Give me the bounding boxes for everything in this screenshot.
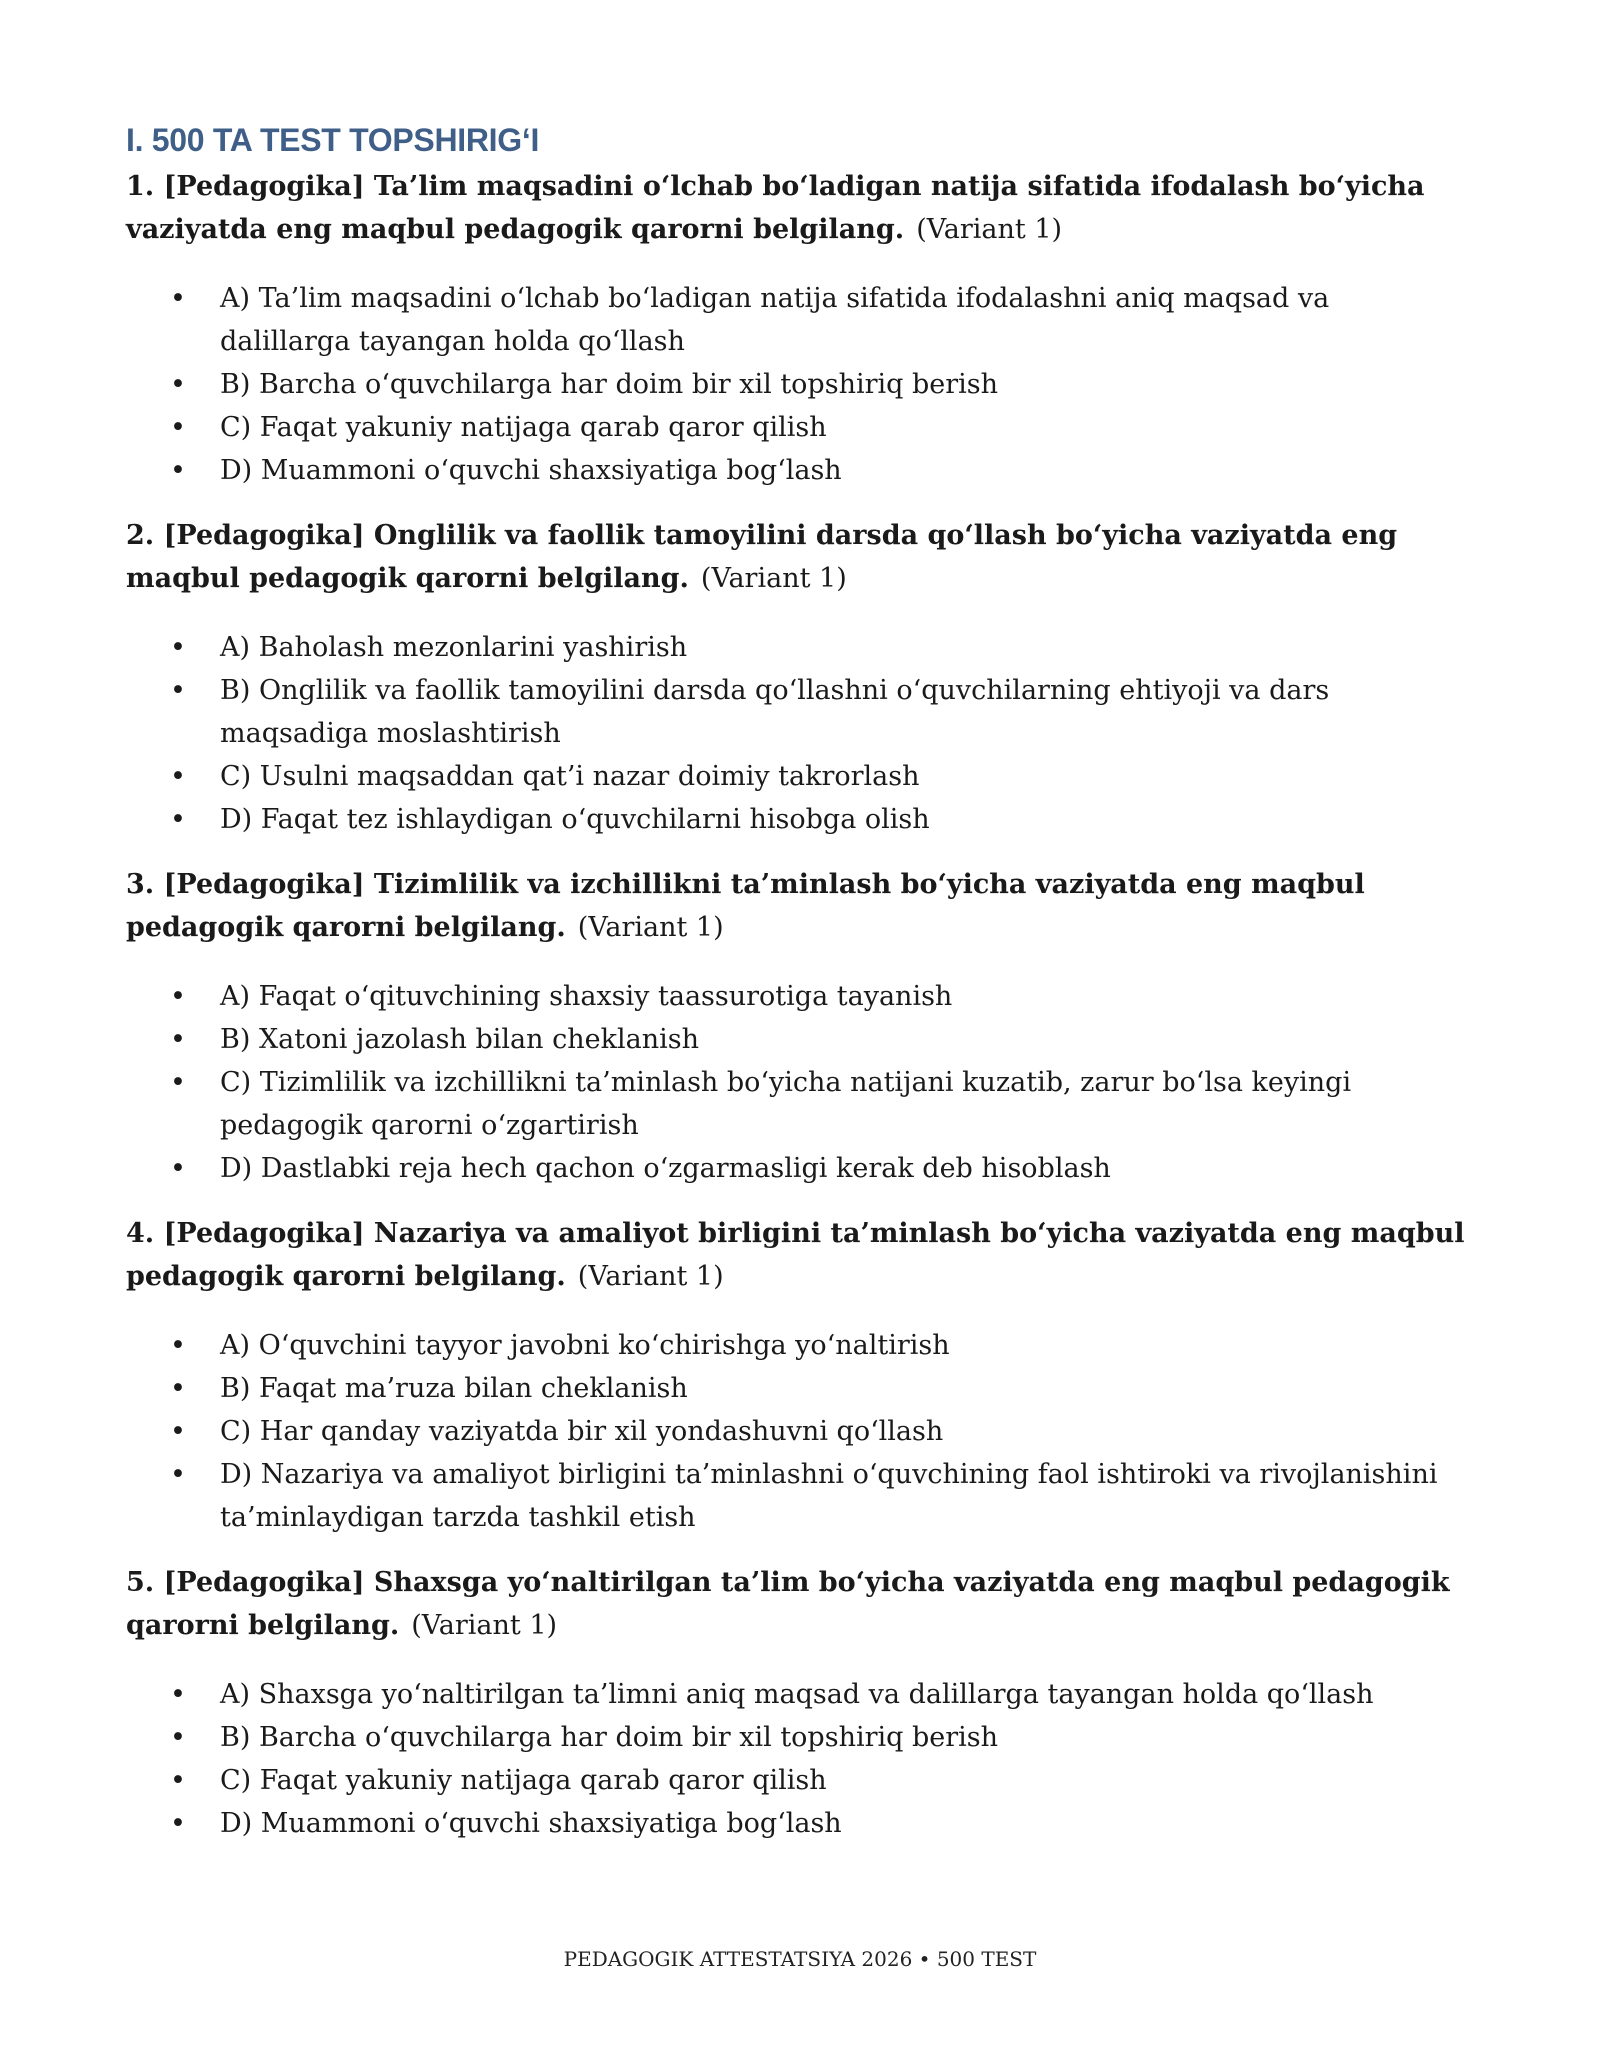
answer-option <box>126 1716 1466 1759</box>
answer-option <box>126 798 1466 841</box>
question-prompt: 2. [Pedagogika] Onglilik va faollik tamoyilini darsda qo‘llash bo‘yicha vaziyatda eng maqbul pedagogik qarorni belgilang. <box>126 520 1398 594</box>
bullet-icon: • <box>170 412 186 443</box>
bullet-icon: • <box>170 1765 186 1796</box>
answer-option-text: C) Faqat yakuniy natijaga qarab qaror qilish <box>220 412 827 443</box>
answer-option-text: B) Barcha o‘quvchilarga har doim bir xil topshiriq berish <box>220 369 999 400</box>
answer-options <box>126 1324 1466 1539</box>
bullet-icon: • <box>170 1808 186 1839</box>
bullet-icon: • <box>170 1679 186 1710</box>
answer-option-text: D) Faqat tez ishlaydigan o‘quvchilarni hisobga olish <box>220 804 930 835</box>
answer-option <box>126 1147 1466 1190</box>
bullet-icon: • <box>170 283 186 314</box>
answer-option-text: D) Muammoni o‘quvchi shaxsiyatiga bog‘lash <box>220 455 842 486</box>
answer-option <box>126 1410 1466 1453</box>
answer-option-text: D) Muammoni o‘quvchi shaxsiyatiga bog‘lash <box>220 1808 842 1839</box>
answer-option <box>126 363 1466 406</box>
answer-option-text: A) Ta’lim maqsadini o‘lchab bo‘ladigan natija sifatida ifodalashni aniq maqsad va dalillarga tayangan holda qo‘llash <box>220 283 1330 357</box>
answer-option-text: B) Barcha o‘quvchilarga har doim bir xil topshiriq berish <box>220 1722 999 1753</box>
answer-option-text: D) Dastlabki reja hech qachon o‘zgarmasligi kerak deb hisoblash <box>220 1153 1111 1184</box>
answer-option <box>126 277 1466 363</box>
answer-options <box>126 975 1466 1190</box>
answer-option-text: A) Shaxsga yo‘naltirilgan ta’limni aniq maqsad va dalillarga tayangan holda qo‘llash <box>220 1679 1374 1710</box>
page-footer: PEDAGOGIK ATTESTATSIYA 2026 • 500 TEST <box>563 1947 1037 1971</box>
answer-option <box>126 1759 1466 1802</box>
answer-option <box>126 1324 1466 1367</box>
answer-option <box>126 1802 1466 1845</box>
question-text <box>126 165 1466 251</box>
answer-option-text: A) Faqat o‘qituvchining shaxsiy taassurotiga tayanish <box>220 981 953 1012</box>
bullet-icon: • <box>170 1373 186 1404</box>
question-prompt: 3. [Pedagogika] Tizimlilik va izchillikni ta’minlash bo‘yicha vaziyatda eng maqbul pedagogik qarorni belgilang. <box>126 869 1365 943</box>
answer-option <box>126 449 1466 492</box>
answer-option-text: C) Tizimlilik va izchillikni ta’minlash bo‘yicha natijani kuzatib, zarur bo‘lsa keyingi pedagogik qarorni o‘zgartirish <box>220 1067 1352 1141</box>
answer-option <box>126 1018 1466 1061</box>
answer-option <box>126 1453 1466 1539</box>
bullet-icon: • <box>170 1067 186 1098</box>
bullet-icon: • <box>170 1153 186 1184</box>
question-block <box>126 1561 1466 1845</box>
answer-options <box>126 277 1466 492</box>
question-variant: (Variant 1) <box>916 214 1063 245</box>
answer-option-text: D) Nazariya va amaliyot birligini ta’minlashni o‘quvchining faol ishtiroki va rivojlanishini ta’minlaydigan tarzda tashkil etish <box>220 1459 1438 1533</box>
bullet-icon: • <box>170 1416 186 1447</box>
bullet-icon: • <box>170 1722 186 1753</box>
bullet-icon: • <box>170 455 186 486</box>
question-block <box>126 863 1466 1190</box>
bullet-icon: • <box>170 761 186 792</box>
bullet-icon: • <box>170 1024 186 1055</box>
bullet-icon: • <box>170 1459 186 1490</box>
question-block <box>126 514 1466 841</box>
question-variant: (Variant 1) <box>411 1610 558 1641</box>
answer-options <box>126 1673 1466 1845</box>
question-prompt: 5. [Pedagogika] Shaxsga yo‘naltirilgan ta’lim bo‘yicha vaziyatda eng maqbul pedagogik qarorni belgilang. <box>126 1567 1450 1641</box>
answer-option <box>126 669 1466 755</box>
answer-option <box>126 1061 1466 1147</box>
question-text <box>126 1561 1466 1647</box>
question-block <box>126 1212 1466 1539</box>
answer-option-text: B) Onglilik va faollik tamoyilini darsda qo‘llashni o‘quvchilarning ehtiyoji va dars maqsadiga moslashtirish <box>220 675 1330 749</box>
bullet-icon: • <box>170 1330 186 1361</box>
question-variant: (Variant 1) <box>577 1261 724 1292</box>
answer-option-text: B) Faqat ma’ruza bilan cheklanish <box>220 1373 688 1404</box>
question-prompt: 4. [Pedagogika] Nazariya va amaliyot birligini ta’minlash bo‘yicha vaziyatda eng maqbul pedagogik qarorni belgilang. <box>126 1218 1465 1292</box>
answer-option-text: A) Baholash mezonlarini yashirish <box>220 632 688 663</box>
answer-option-text: A) O‘quvchini tayyor javobni ko‘chirishga yo‘naltirish <box>220 1330 950 1361</box>
question-text <box>126 863 1466 949</box>
question-block <box>126 165 1466 492</box>
bullet-icon: • <box>170 632 186 663</box>
answer-option <box>126 626 1466 669</box>
question-text <box>126 1212 1466 1298</box>
question-prompt: 1. [Pedagogika] Ta’lim maqsadini o‘lchab bo‘ladigan natija sifatida ifodalash bo‘yicha vaziyatda eng maqbul pedagogik qarorni belgilang. <box>126 171 1425 245</box>
question-text <box>126 514 1466 600</box>
question-variant: (Variant 1) <box>700 563 847 594</box>
bullet-icon: • <box>170 369 186 400</box>
bullet-icon: • <box>170 804 186 835</box>
bullet-icon: • <box>170 675 186 706</box>
answer-option-text: B) Xatoni jazolash bilan cheklanish <box>220 1024 699 1055</box>
answer-option-text: C) Faqat yakuniy natijaga qarab qaror qilish <box>220 1765 827 1796</box>
answer-option <box>126 406 1466 449</box>
answer-option-text: C) Har qanday vaziyatda bir xil yondashuvni qo‘llash <box>220 1416 944 1447</box>
bullet-icon: • <box>170 981 186 1012</box>
answer-option <box>126 975 1466 1018</box>
question-list <box>126 165 1466 1845</box>
document-page <box>126 122 1466 1867</box>
section-title: I. 500 TA TEST TOPSHIRIG‘I <box>126 122 540 158</box>
question-variant: (Variant 1) <box>577 912 724 943</box>
answer-option <box>126 1367 1466 1410</box>
answer-option-text: C) Usulni maqsaddan qat’i nazar doimiy takrorlash <box>220 761 920 792</box>
answer-option <box>126 755 1466 798</box>
answer-options <box>126 626 1466 841</box>
answer-option <box>126 1673 1466 1716</box>
